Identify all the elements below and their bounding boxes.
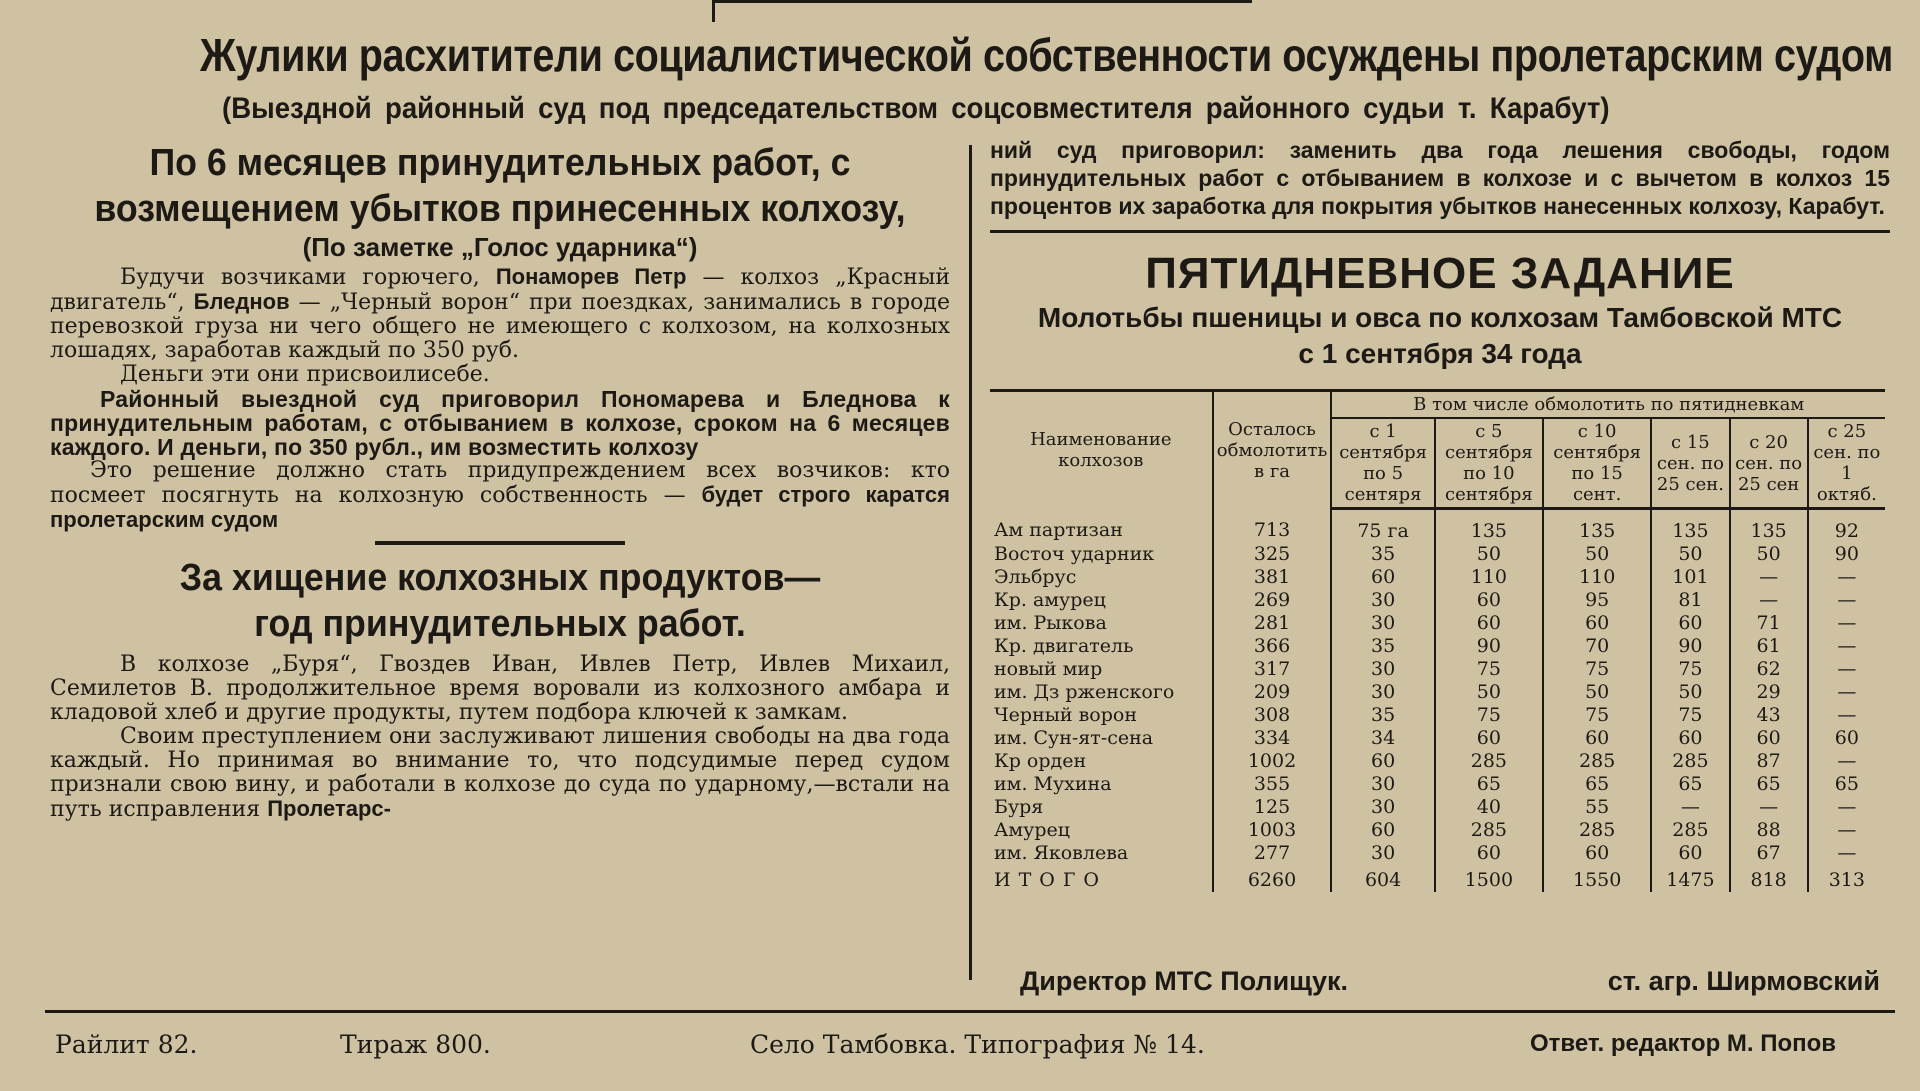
table-row [990,750,1885,773]
cell-period-value: 55 [1543,796,1651,819]
table-row [990,727,1885,750]
article-paragraph [50,265,950,363]
cell-kolkhoz-name: Амурец [994,819,1070,841]
table-row [990,543,1885,566]
cell-kolkhoz-name: им. Рыкова [994,612,1107,634]
cell-period-value: 60 [1331,750,1434,773]
cell-remaining: 355 [1213,773,1332,796]
table-row [990,773,1885,796]
cell-period-value: 285 [1543,750,1651,773]
cell-remaining: 334 [1213,727,1332,750]
table-row [990,658,1885,681]
cell-period-value: 43 [1730,704,1808,727]
cell-kolkhoz-name: Эльбрус [994,566,1077,588]
cell-kolkhoz-name: им. Мухина [994,773,1112,795]
cell-period-value: 75 га [1331,509,1434,544]
cell-period-value: 75 [1543,704,1651,727]
cell-period-value: 30 [1331,773,1434,796]
headline: Жулики расхитители социалистической собственности осуждены пролетарским судом [200,29,1893,81]
cell-period-value: 81 [1651,589,1729,612]
section-rule [990,230,1890,233]
article-paragraph: В колхозе „Буря“, Гвоздев Иван, Ивлев Петр, Ивлев Михаил, Семилетов В. продолжительное время воровали из колхозного амбара и кладовой хлеб и другие продукты, путем подбора ключей к замкам. [50,652,950,725]
table-row [990,704,1885,727]
text-run-bold: будет строго каратся пролетарским судом [50,482,950,532]
footer-censor: Райлит 82. [55,1030,198,1059]
cell-period-value: 60 [1435,589,1543,612]
text-run: Это решение должно стать придупреждением всех возчиков: кто посмеет посягнуть на колхозную собственность — [50,458,950,508]
cell-period-value: — [1808,704,1885,727]
cell-period-value: 60 [1543,842,1651,865]
cell-period-value: 285 [1435,819,1543,842]
cell-period-value: — [1808,589,1885,612]
text-run: — „Черный ворон“ при поездках, занимались в городе перевозкой груза ни чего общего не имеющего с колхозом, на колхозных лошадях, заработав каждый по 350 руб. [50,290,950,363]
cell-total-value: 313 [1808,865,1885,892]
cell-kolkhoz-name: Кр. амурец [994,589,1106,611]
cell-period-value: 35 [1331,543,1434,566]
cell-period-value: 135 [1543,509,1651,544]
cell-remaining: 381 [1213,566,1332,589]
article-forced-labor-6-months [50,140,950,533]
article-source: (По заметке „Голос ударника“) [302,232,698,262]
cell-period-value: 285 [1651,750,1729,773]
cell-period-value: 67 [1730,842,1808,865]
signer-director: Директор МТС Полищук. [1020,966,1348,996]
table-row [990,635,1885,658]
cell-kolkhoz-name: Восточ ударник [994,543,1155,565]
cell-period-value: 90 [1808,543,1885,566]
cell-period-value: 30 [1331,796,1434,819]
cell-period-value: — [1808,658,1885,681]
cell-period-value: 70 [1543,635,1651,658]
table-row [990,796,1885,819]
article-title: За хищение колхозных продуктов—год принудительных работ. [179,557,821,645]
article-paragraph: Деньги эти они присвоилисебе. [120,362,490,387]
table-row [990,612,1885,635]
cell-remaining: 269 [1213,589,1332,612]
cell-period-value: 60 [1808,727,1885,750]
cell-total-label: ИТОГО [994,869,1107,891]
cell-total-value: 604 [1331,865,1434,892]
cell-period-value: 90 [1651,635,1729,658]
header-period: с 10 сентября по 15 сент. [1543,418,1651,509]
text-run-bold: Понаморев Петр [495,264,687,289]
cell-period-value: — [1651,796,1729,819]
header-name: Наименование колхозов [990,391,1213,509]
cell-remaining: 713 [1213,509,1332,544]
table-body [990,509,1885,893]
cell-period-value: 60 [1651,612,1729,635]
cell-kolkhoz-name: им. Яковлева [994,842,1129,864]
article-continuation [990,136,1890,220]
cell-remaining: 1003 [1213,819,1332,842]
text-run-bold: Бледнов [193,289,290,314]
cell-kolkhoz-name: Черный ворон [994,704,1137,726]
plan-subtitle: Молотьбы пшеницы и овса по колхозам Тамбовской МТС [1037,302,1843,333]
right-column [990,136,1890,892]
cell-period-value: — [1808,750,1885,773]
table-row [990,509,1885,544]
cell-period-value: 60 [1331,566,1434,589]
cell-period-value: 101 [1651,566,1729,589]
cell-period-value: 60 [1730,727,1808,750]
cell-period-value: 135 [1435,509,1543,544]
cell-period-value: 65 [1808,773,1885,796]
cell-period-value: 30 [1331,658,1434,681]
cell-period-value: — [1730,589,1808,612]
cell-period-value: 75 [1435,658,1543,681]
cell-kolkhoz-name: им. Сун-ят-сена [994,727,1154,749]
cell-period-value: 35 [1331,704,1434,727]
cell-period-value: — [1730,796,1808,819]
cell-period-value: 110 [1543,566,1651,589]
cell-period-value: 75 [1543,658,1651,681]
cell-period-value: — [1808,681,1885,704]
cell-period-value: 40 [1435,796,1543,819]
cell-period-value: 95 [1543,589,1651,612]
cell-period-value: 30 [1331,681,1434,704]
cell-period-value: 75 [1435,704,1543,727]
cell-remaining: 317 [1213,658,1332,681]
cell-period-value: 90 [1435,635,1543,658]
text-run: Будучи возчиками горючего, [120,265,496,290]
footer-rule [45,1010,1895,1013]
cell-period-value: 29 [1730,681,1808,704]
cell-period-value: 61 [1730,635,1808,658]
cell-period-value: 34 [1331,727,1434,750]
cell-period-value: 60 [1331,819,1434,842]
cell-period-value: 60 [1435,842,1543,865]
header-group: В том числе обмолотить по пятидневкам [1331,391,1885,419]
article-title: По 6 месяцев принудительных работ, с возмещением убытков принесенных колхозу, [94,142,906,230]
footer-print-run: Тираж 800. [340,1030,491,1059]
cell-period-value: 60 [1543,727,1651,750]
cell-period-value: 30 [1331,589,1434,612]
cell-remaining: 281 [1213,612,1332,635]
cell-period-value: 50 [1435,543,1543,566]
signer-agronomist: ст. агр. Ширмовский [1607,966,1880,996]
top-rule-tick [712,0,715,22]
cell-total-remaining: 6260 [1213,865,1332,892]
header-period: с 15 сен. по 25 сен. [1651,418,1729,509]
threshing-plan-table [990,389,1885,892]
cell-period-value: 50 [1730,543,1808,566]
cell-period-value: 92 [1808,509,1885,544]
table-row [990,566,1885,589]
cell-period-value: — [1808,796,1885,819]
cell-period-value: 50 [1651,681,1729,704]
table-row [990,819,1885,842]
cell-remaining: 1002 [1213,750,1332,773]
cell-remaining: 308 [1213,704,1332,727]
column-divider [969,145,972,980]
table-row [990,681,1885,704]
cell-period-value: 50 [1435,681,1543,704]
cell-period-value: 75 [1651,658,1729,681]
cell-kolkhoz-name: Буря [994,796,1044,818]
cell-period-value: 60 [1543,612,1651,635]
cell-period-value: 50 [1651,543,1729,566]
cell-total-value: 818 [1730,865,1808,892]
text-run: — колхоз „Красный двигатель“, [50,265,950,315]
cell-period-value: 285 [1651,819,1729,842]
cell-period-value: — [1808,819,1885,842]
cell-period-value: 60 [1651,727,1729,750]
plan-subtitle-date: с 1 сентября 34 года [1298,338,1582,369]
article-paragraph [50,725,950,822]
cell-period-value: 135 [1651,509,1729,544]
text-run-bold: Пролетарс- [267,796,391,821]
cell-remaining: 209 [1213,681,1332,704]
top-rule [712,0,1252,3]
cell-period-value: — [1808,635,1885,658]
cell-period-value: 65 [1730,773,1808,796]
cell-period-value: 88 [1730,819,1808,842]
table-row [990,589,1885,612]
article-theft-of-products [50,555,950,822]
cell-period-value: 75 [1651,704,1729,727]
cell-total-value: 1500 [1435,865,1543,892]
cell-kolkhoz-name: новый мир [994,658,1103,680]
cell-period-value: 30 [1331,612,1434,635]
cell-period-value: 50 [1543,681,1651,704]
signatures [1020,966,1880,997]
cell-period-value: 65 [1543,773,1651,796]
table-total-row [990,865,1885,892]
cell-period-value: 35 [1331,635,1434,658]
cell-remaining: 125 [1213,796,1332,819]
cell-period-value: — [1808,612,1885,635]
left-column [50,140,950,822]
cell-period-value: 65 [1651,773,1729,796]
cell-period-value: 71 [1730,612,1808,635]
cell-period-value: 62 [1730,658,1808,681]
table-row [990,842,1885,865]
cell-kolkhoz-name: Кр. двигатель [994,635,1134,657]
cell-period-value: 285 [1543,819,1651,842]
subheadline: (Выездной районный суд под председательством соцсовместителя районного судьи т. Карабут) [222,92,1610,125]
cell-total-value: 1475 [1651,865,1729,892]
footer-editor: Ответ. редактор М. Попов [1530,1030,1837,1057]
cell-period-value: — [1808,566,1885,589]
cell-remaining: 277 [1213,842,1332,865]
cell-period-value: 87 [1730,750,1808,773]
text-run: ний суд приговорил: заменить два года лешения свободы, годом принудительных работ с отбыванием в колхозе и с вычетом в колхоз 15 процентов их заработка для покрытия убытков нанесенных колхозу, [990,137,1890,219]
cell-period-value: 50 [1543,543,1651,566]
header-remaining: Осталось обмолотить в га [1213,391,1332,509]
cell-period-value: 285 [1435,750,1543,773]
section-divider [375,541,625,545]
header-period: с 1 сентября по 5 сентяря [1331,418,1434,509]
plan-title: ПЯТИДНЕВНОЕ ЗАДАНИЕ [1145,249,1735,298]
cell-period-value: — [1730,566,1808,589]
cell-period-value: 135 [1730,509,1808,544]
cell-period-value: 30 [1331,842,1434,865]
text-run: Своим преступлением они заслуживают лишения свободы на два года каждый. Но принимая во внимание то, что подсудимые перед судом признали свою вину, и работали в колхозе до суда по ударному,—встали на путь исправления [50,724,950,822]
header-period: с 20 сен. по 25 сен [1730,418,1808,509]
article-paragraph [50,459,950,533]
cell-total-value: 1550 [1543,865,1651,892]
cell-period-value: 60 [1435,727,1543,750]
article-signature: Карабут. [1788,193,1885,219]
header-period: с 5 сентября по 10 сентября [1435,418,1543,509]
cell-period-value: 60 [1435,612,1543,635]
article-verdict: Районный выездной суд приговорил Пономарева и Бледнова к принудительным работам, с отбыванием в колхозе, сроком на 6 месяцев каждого. И деньги, по 350 рубл., им возместить колхозу [50,386,950,460]
cell-remaining: 325 [1213,543,1332,566]
footer-printer: Село Тамбовка. Типография № 14. [750,1030,1205,1059]
cell-kolkhoz-name: Кр орден [994,750,1087,772]
cell-period-value: — [1808,842,1885,865]
cell-period-value: 65 [1435,773,1543,796]
cell-period-value: 110 [1435,566,1543,589]
cell-kolkhoz-name: им. Дз рженского [994,681,1175,703]
cell-kolkhoz-name: Ам партизан [994,519,1123,542]
cell-period-value: 60 [1651,842,1729,865]
header-period: с 25 сен. по 1 октяб. [1808,418,1885,509]
cell-remaining: 366 [1213,635,1332,658]
